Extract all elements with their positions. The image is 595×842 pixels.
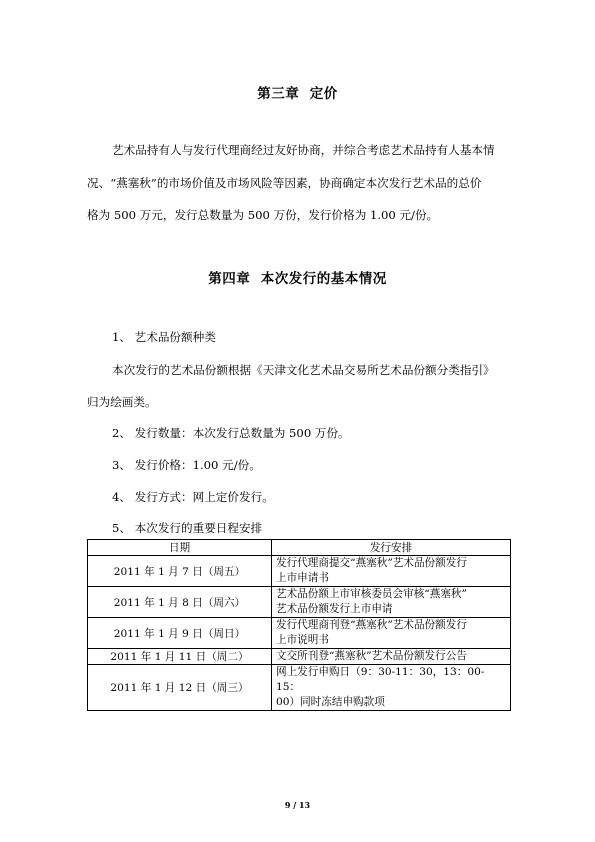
table-row <box>88 649 511 665</box>
item-5-heading: 5、 本次发行的重要日程安排 <box>112 521 263 535</box>
chapter-3-heading: 第三章 定价 <box>257 86 338 102</box>
item-2-text: 2、 发行数量：本次发行总数量为 500 万份。 <box>112 426 350 440</box>
arrangement-line: 艺术品份额上市审核委员会审核“燕塞秋” <box>276 588 467 600</box>
table-row <box>88 618 511 649</box>
arrangement-cell <box>272 587 511 618</box>
arrangement-line: 00）同时冻结申购款项 <box>276 696 385 708</box>
item-4-text: 4、 发行方式：网上定价发行。 <box>112 490 274 504</box>
item-1-text-line-1: 本次发行的艺术品份额根据《天津文化艺术品交易所艺术品份额分类指引》 <box>112 363 495 377</box>
date-cell: 2011 年 1 月 8 日（周六） <box>88 587 272 618</box>
item-1-heading: 1、 艺术品份额种类 <box>112 330 216 344</box>
page-number: 9 / 13 <box>284 800 311 810</box>
date-cell: 2011 年 1 月 7 日（周五） <box>88 556 272 587</box>
arrangement-line: 文交所刊登“燕塞秋”艺术品份额发行公告 <box>276 650 467 662</box>
arrangement-cell <box>272 649 511 665</box>
date-cell: 2011 年 1 月 12 日（周三） <box>88 665 272 711</box>
chapter-3-paragraph-line-3: 格为 500 万元，发行总数量为 500 万份，发行价格为 1.00 元/份。 <box>87 208 439 222</box>
table-row <box>88 665 511 711</box>
arrangement-line: 上市申请书 <box>276 572 329 584</box>
chapter-3-paragraph-line-1: 艺术品持有人与发行代理商经过友好协商，并综合考虑艺术品持有人基本情 <box>112 143 495 157</box>
table-row <box>88 556 511 587</box>
arrangement-cell <box>272 665 511 711</box>
arrangement-column-header: 发行安排 <box>272 540 511 556</box>
chapter-4-heading: 第四章 本次发行的基本情况 <box>208 271 387 287</box>
table-header-row <box>88 540 511 556</box>
schedule-table <box>87 539 511 711</box>
arrangement-line: 艺术品份额发行上市申请 <box>276 603 393 615</box>
arrangement-line: 发行代理商提交“燕塞秋”艺术品份额发行 <box>276 557 467 569</box>
arrangement-cell <box>272 618 511 649</box>
chapter-3-paragraph-line-2: 况、“燕塞秋”的市场价值及市场风险等因素，协商确定本次发行艺术品的总价 <box>87 176 482 190</box>
item-1-text-line-2: 归为绘画类。 <box>87 395 157 409</box>
table-row <box>88 587 511 618</box>
item-3-text: 3、 发行价格：1.00 元/份。 <box>112 458 261 472</box>
date-cell: 2011 年 1 月 11 日（周二） <box>88 649 272 665</box>
arrangement-line: 发行代理商刊登“燕塞秋”艺术品份额发行 <box>276 619 467 631</box>
arrangement-line: 上市说明书 <box>276 634 329 646</box>
arrangement-cell <box>272 556 511 587</box>
arrangement-line: 网上发行申购日（9：30-11：30，13：00-15： <box>276 666 485 693</box>
date-cell: 2011 年 1 月 9 日（周日） <box>88 618 272 649</box>
date-column-header: 日期 <box>88 540 272 556</box>
